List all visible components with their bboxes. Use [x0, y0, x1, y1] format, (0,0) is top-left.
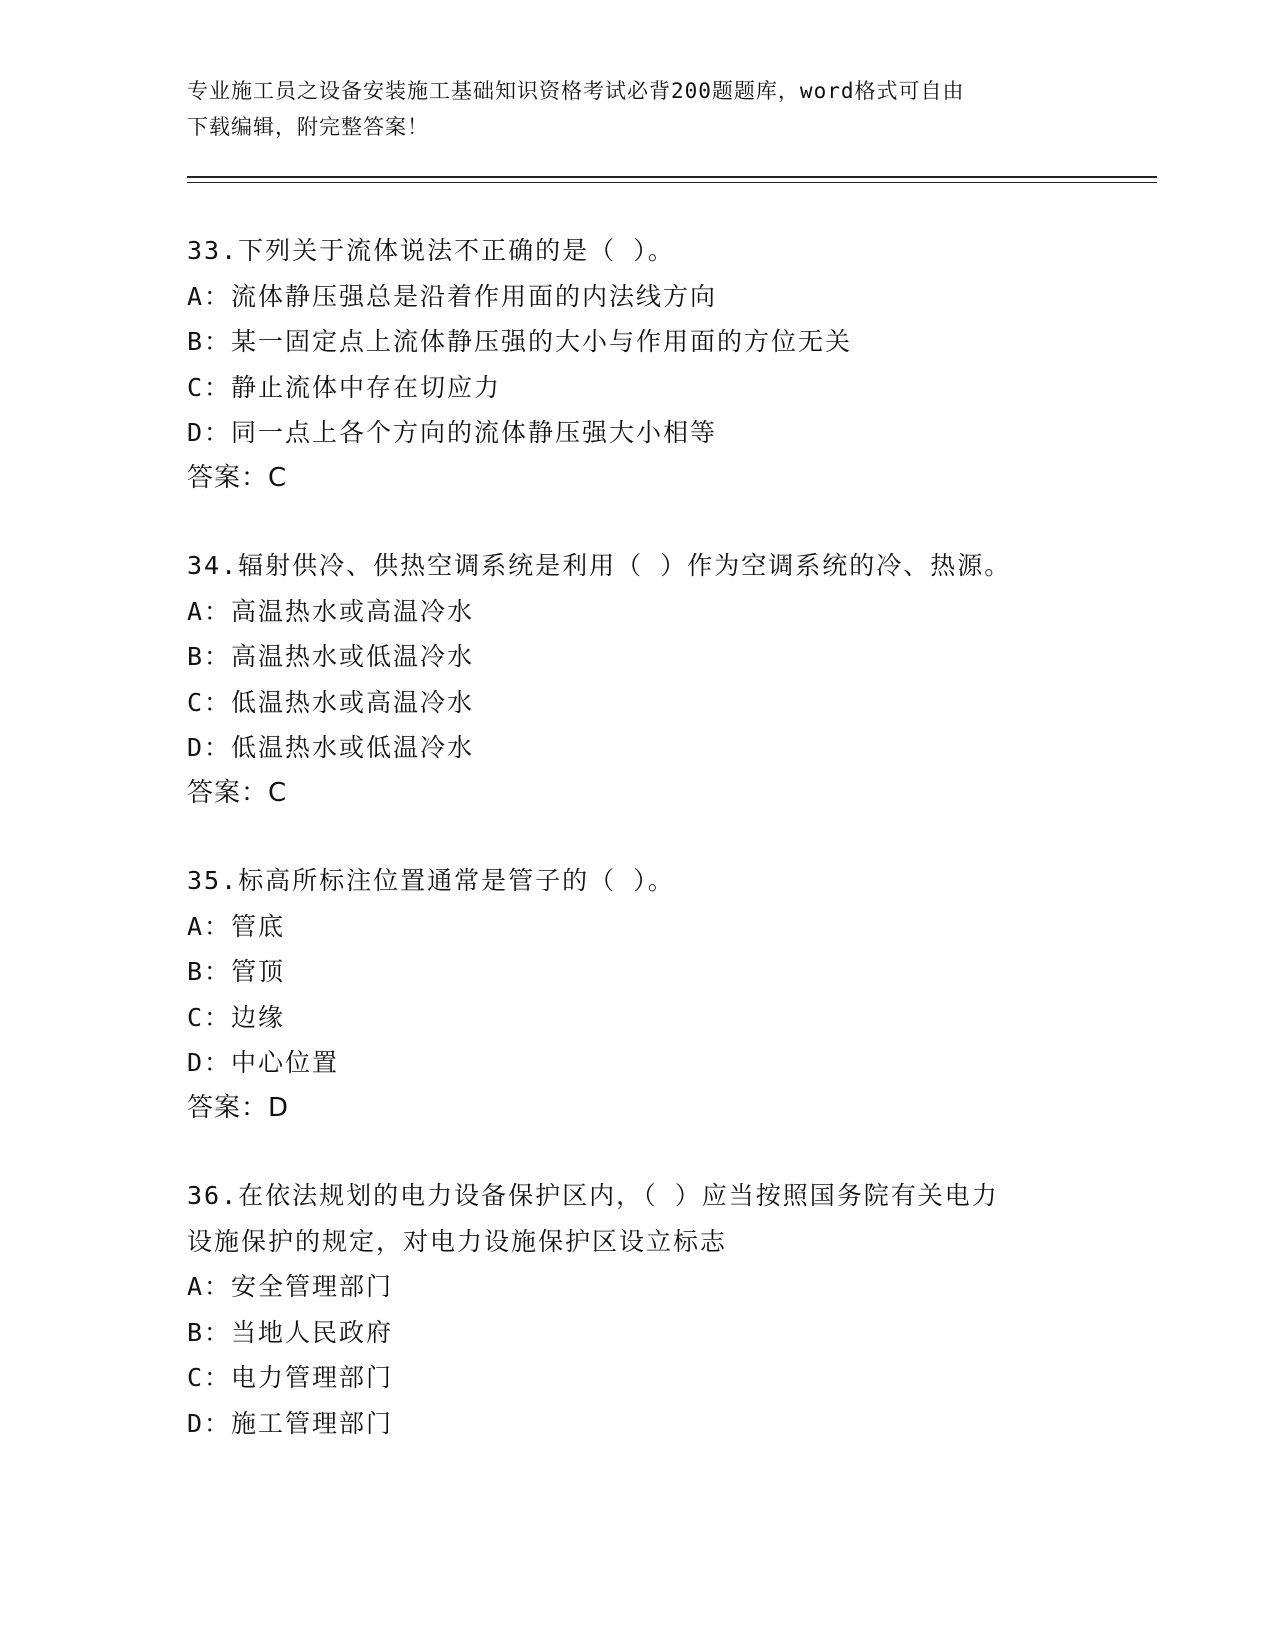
header-divider	[187, 176, 1157, 183]
answer: 答案：D	[187, 1092, 290, 1123]
option-d: D：中心位置	[187, 1048, 340, 1077]
question-stem-line-1: 36.在依法规划的电力设备保护区内，（ ）应当按照国务院有关电力	[187, 1181, 999, 1210]
option-d: D：施工管理部门	[187, 1408, 394, 1438]
option-d: D：同一点上各个方向的流体静压强大小相等	[187, 418, 718, 447]
question-33	[187, 228, 1087, 501]
divider-line-thick	[187, 176, 1157, 178]
answer: 答案：C	[187, 777, 288, 808]
option-b: B：当地人民政府	[187, 1317, 394, 1347]
option-c: C：静止流体中存在切应力	[187, 372, 502, 402]
divider-line-thin	[187, 182, 1157, 183]
question-stem: 33.下列关于流体说法不正确的是（ ）。	[187, 236, 675, 265]
option-a: A：流体静压强总是沿着作用面的内法线方向	[187, 281, 718, 311]
question-stem: 34.辐射供冷、供热空调系统是利用（ ）作为空调系统的冷、热源。	[187, 551, 1012, 580]
option-a: A：安全管理部门	[187, 1272, 394, 1301]
question-34	[187, 543, 1087, 816]
option-d: D：低温热水或低温冷水	[187, 733, 475, 762]
answer: 答案：C	[187, 462, 288, 493]
option-c: C：电力管理部门	[187, 1363, 394, 1392]
option-b: B：管顶	[187, 957, 286, 986]
question-36	[187, 1173, 1087, 1446]
option-a: A：高温热水或高温冷水	[187, 596, 475, 626]
header-line-2: 下载编辑，附完整答案！	[187, 115, 429, 139]
option-c: C：低温热水或高温冷水	[187, 687, 475, 717]
question-stem: 35.标高所标注位置通常是管子的（ ）。	[187, 866, 675, 895]
question-35	[187, 858, 1087, 1131]
option-a: A：管底	[187, 911, 286, 941]
header-line-1: 专业施工员之设备安装施工基础知识资格考试必背200题题库，word格式可自由	[187, 79, 965, 103]
option-c: C：边缘	[187, 1002, 286, 1032]
option-b: B：某一固定点上流体静压强的大小与作用面的方位无关	[187, 327, 853, 356]
option-b: B：高温热水或低温冷水	[187, 642, 475, 671]
question-stem-line-2: 设施保护的规定，对电力设施保护区设立标志	[187, 1226, 728, 1256]
document-header	[187, 73, 1087, 145]
